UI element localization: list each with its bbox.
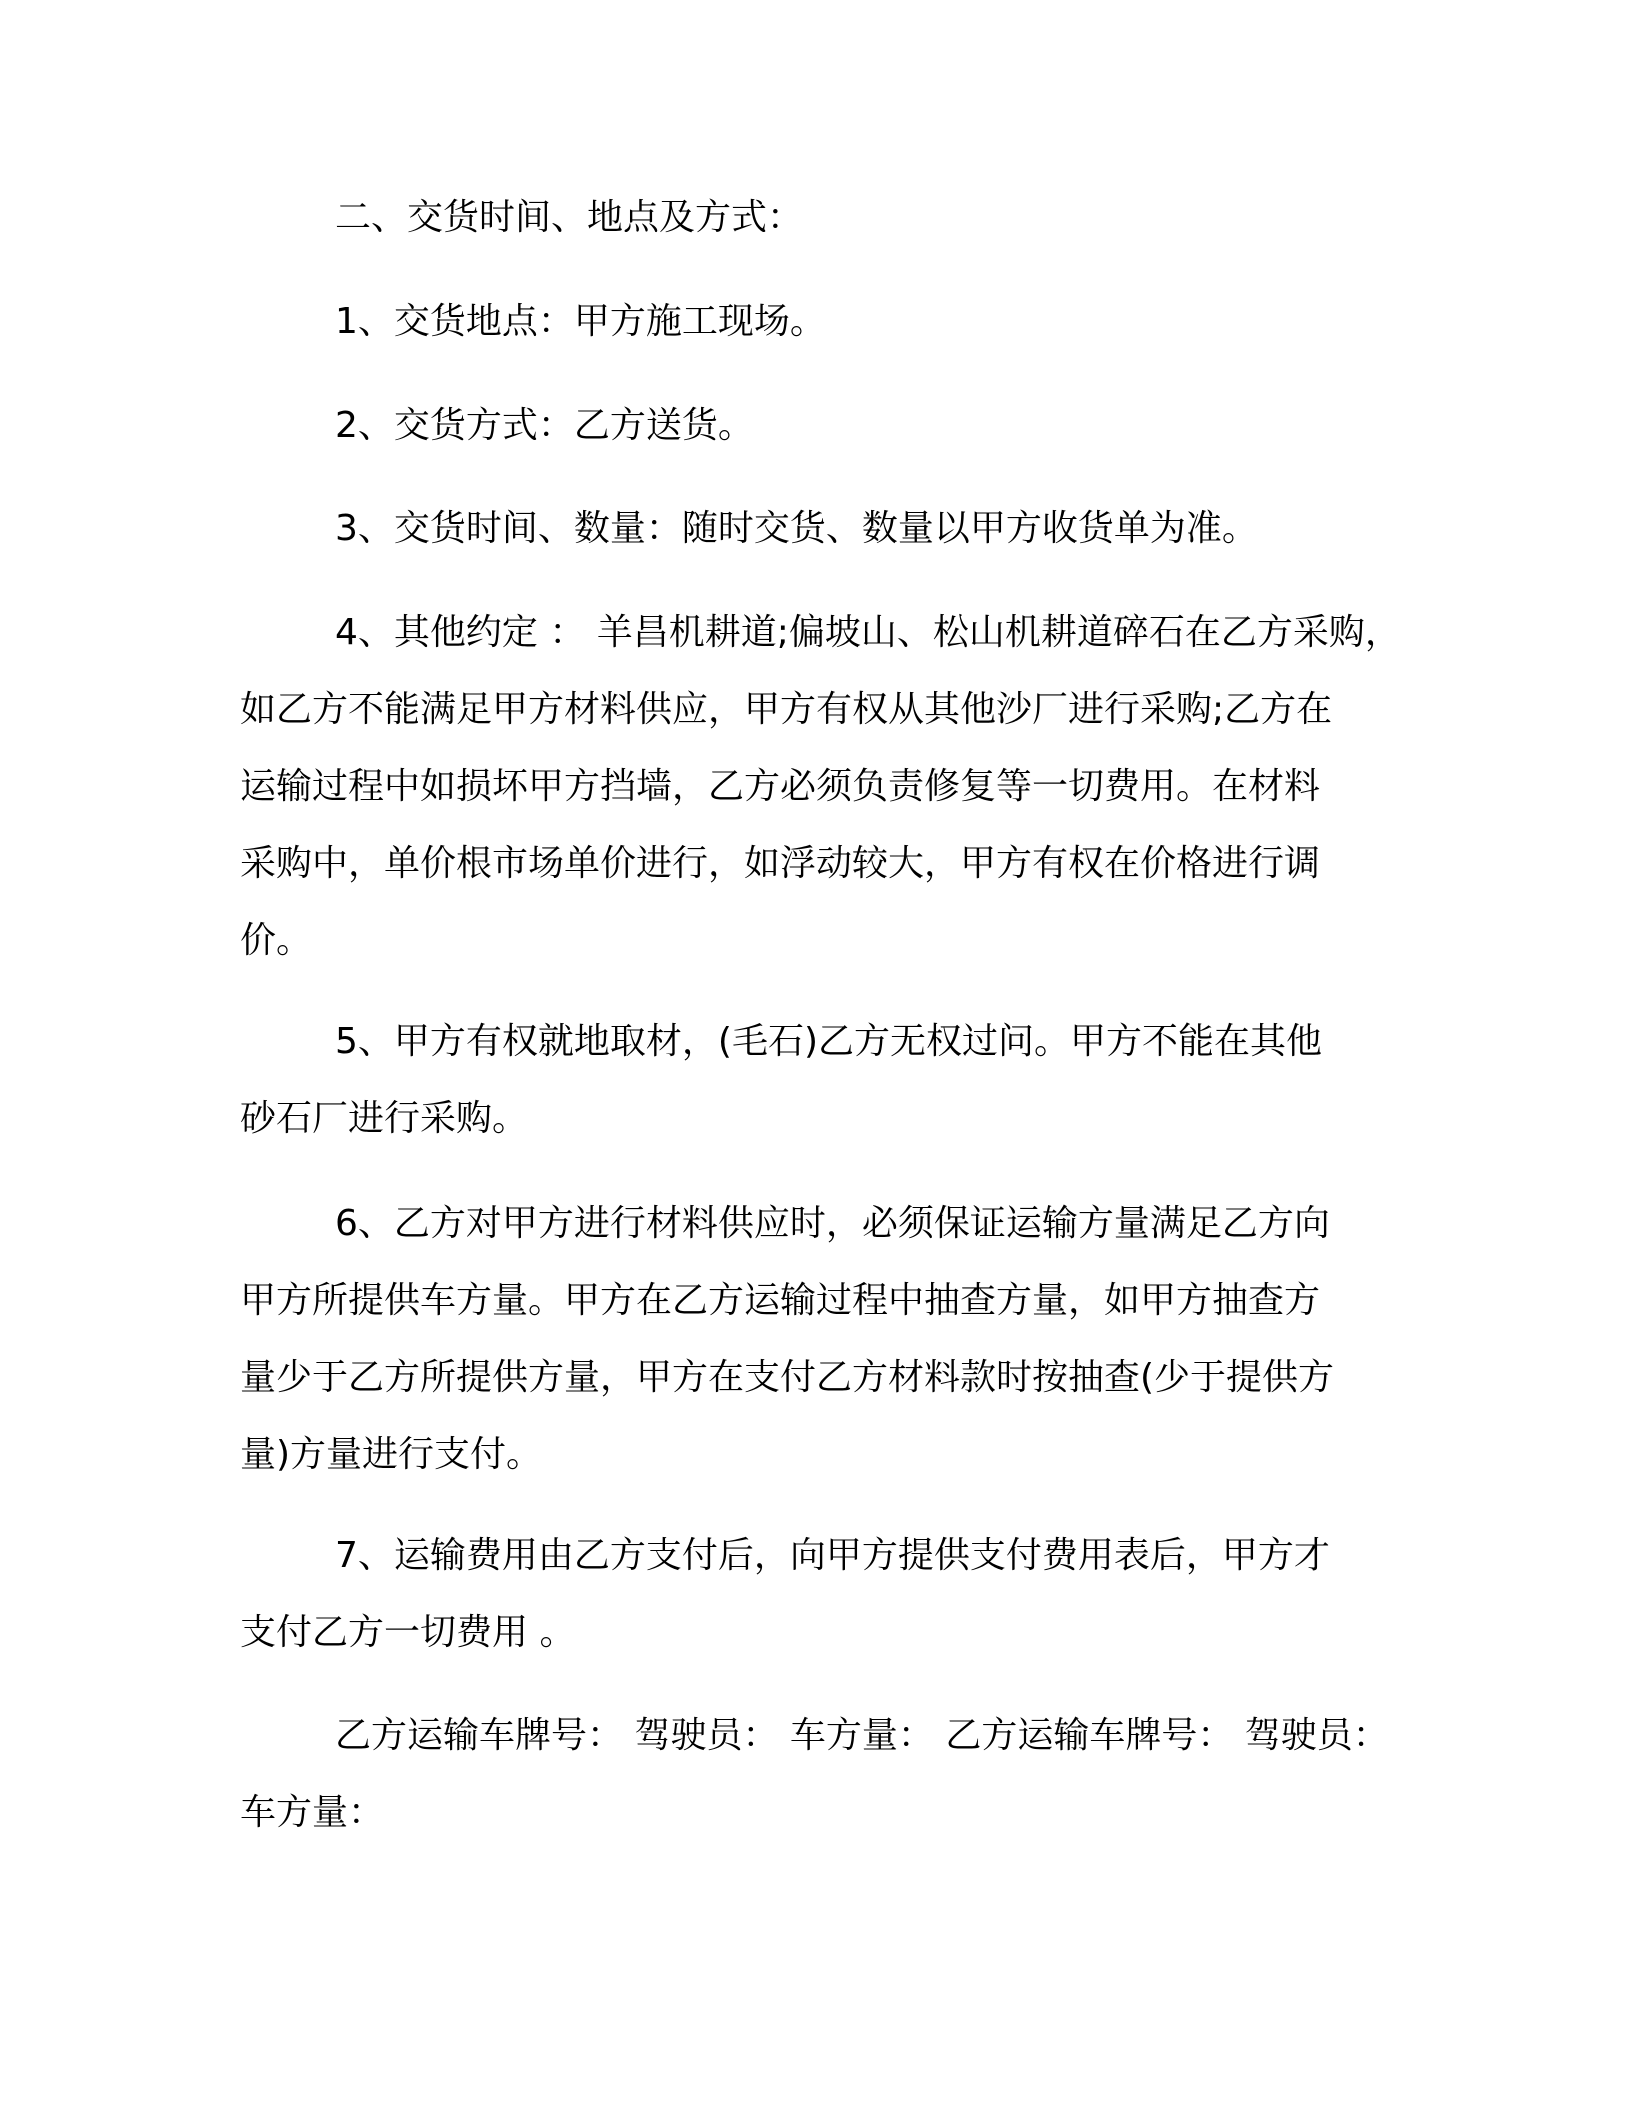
section-heading: 二、交货时间、地点及方式： — [335, 197, 804, 238]
clause-delivery-time-quantity: 3、交货时间、数量：随时交货、数量以甲方收货单为准。 — [335, 508, 1258, 549]
clause-other-agreements: 4、其他约定 ： 羊昌机耕道;偏坡山、松山机耕道碎石在乙方采购， 如乙方不能满足甲方材料供应，甲方有权从其他沙厂进行采购;乙方在 运输过程中如损坏甲方挡墙，乙方必须负责修复等一切费用。在材料 采购中，单价根市场单价进行，如浮动较大，甲方有权在价格进行调 价。 — [240, 612, 1401, 961]
vehicle-info-fields: 乙方运输车牌号： 驾驶员： 车方量： 乙方运输车牌号： 驾驶员： 车方量： — [240, 1715, 1389, 1833]
clause-supply-volume: 6、乙方对甲方进行材料供应时，必须保证运输方量满足乙方向 甲方所提供车方量。甲方在乙方运输过程中抽查方量，如甲方抽查方 量少于乙方所提供方量，甲方在支付乙方材料款时按抽查(少于提供方 量)方量进行支付。 — [240, 1203, 1335, 1475]
clause-transport-fees: 7、运输费用由乙方支付后，向甲方提供支付费用表后，甲方才 支付乙方一切费用 。 — [240, 1535, 1330, 1653]
clause-delivery-location: 1、交货地点：甲方施工现场。 — [335, 301, 826, 342]
clause-delivery-method: 2、交货方式：乙方送货。 — [335, 405, 754, 446]
clause-local-materials: 5、甲方有权就地取材，(毛石)乙方无权过问。甲方不能在其他 砂石厂进行采购。 — [240, 1021, 1322, 1139]
